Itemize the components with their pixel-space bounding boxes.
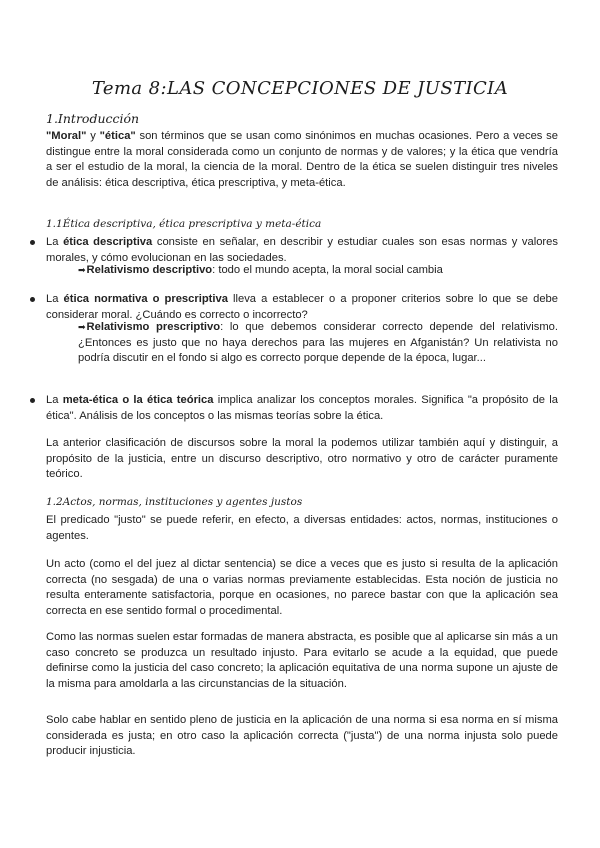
- arrow-icon: ➡: [78, 322, 86, 332]
- bullet-term: ética normativa o prescriptiva: [63, 293, 228, 305]
- bullet-dot: [30, 297, 35, 302]
- bullet-etica-descriptiva: [46, 235, 558, 266]
- bullet-text: consiste en señalar, en describir y estudiar cuales son esas normas y valores morales, y cómo evolucionan en las sociedades.: [46, 236, 558, 264]
- sub-relativismo-descriptivo: [78, 263, 558, 279]
- bullet-etica-normativa: [46, 292, 558, 323]
- intro-paragraph: [46, 129, 558, 191]
- conjunction: y: [86, 130, 100, 142]
- bullet-text: implica analizar los conceptos morales. Significa "a propósito de la ética". Análisis de los conceptos o las mismas teorías sobre la ética.: [46, 394, 558, 422]
- bullet-term: ética descriptiva: [63, 236, 153, 248]
- bullet-term: meta-ética o la ética teórica: [62, 394, 214, 406]
- bullet-prefix: La: [46, 236, 64, 248]
- arrow-icon: ➡: [78, 265, 86, 275]
- section-heading-intro: 1.Introducción: [46, 111, 140, 126]
- page-title: Tema 8:LAS CONCEPCIONES DE JUSTICIA: [91, 78, 509, 99]
- paragraph-acto: Un acto (como el del juez al dictar sentencia) se dice a veces que es justo si resulta de la aplicación correcta (no sesgada) de una o varias normas previamente establecidas. Esta noción de justicia no resulta enteramente satisfactoria, porque en ocasiones, no parece bastar con que la aplicación sea correcta en ese sentido formal o procedimental.: [46, 558, 558, 617]
- sub-term: Relativismo prescriptivo: [86, 321, 221, 333]
- bullet-dot: [30, 240, 35, 245]
- intro-text: son términos que se usan como sinónimos en muchas ocasiones. Pero a veces se distingue entre la moral considerada como un conjunto de normas y de valores; y la ética que vendría a ser el estudio de la moral, la ciencia de la moral. Dentro de la ética se suelen distinguir tres niveles de análisis: ética descriptiva, ética prescriptiva, y meta-ética.: [46, 130, 558, 189]
- bullet-text: lleva a establecer o a proponer criterios sobre lo que se debe considerar moral. ¿Cuándo es correcto o incorrecto?: [46, 293, 558, 321]
- section-heading-1-1: 1.1Ética descriptiva, ética prescriptiva y meta-ética: [46, 218, 322, 230]
- sub-term: Relativismo descriptivo: [86, 264, 213, 276]
- closing-paragraph: La anterior clasificación de discursos sobre la moral la podemos utilizar también aquí y distinguir, a propósito de la justicia, entre un discurso descriptivo, otro normativo y otro de carácter puramente teórico.: [46, 437, 558, 480]
- bullet-dot: [30, 398, 35, 403]
- section-heading-1-2: 1.2Actos, normas, instituciones y agentes justos: [46, 496, 303, 508]
- bullet-prefix: La: [46, 394, 63, 406]
- term-moral: "Moral": [46, 130, 87, 142]
- term-etica: "ética": [99, 130, 136, 142]
- bullet-prefix: La: [46, 293, 64, 305]
- sub-text: : todo el mundo acepta, la moral social cambia: [212, 264, 443, 276]
- paragraph-equidad: Como las normas suelen estar formadas de manera abstracta, es posible que al aplicarse sin más a un caso concreto se produzca un resultado injusto. Para evitarlo se acude a la equidad, que puede definirse como la justicia del caso concreto; la aplicación equitativa de una norma supone un ajuste de la misma para amoldarla a las circunstancias de la situación.: [46, 631, 558, 690]
- bullet-meta-etica: [46, 393, 558, 424]
- paragraph-justo: El predicado "justo" se puede referir, en efecto, a diversas entidades: actos, normas, instituciones o agentes.: [46, 514, 558, 542]
- paragraph-norma-justa: Solo cabe hablar en sentido pleno de justicia en la aplicación de una norma si esa norma en sí misma considerada es justa; en otro caso la aplicación correcta ("justa") de una norma injusta solo puede producir injusticia.: [46, 714, 558, 757]
- sub-text: : lo que debemos considerar correcto depende del relativismo. ¿Entonces es justo que no haya derechos para las mujeres en Afganistán? Un relativista no podría discutir en el fondo si algo es correcto porque depende de la época, lugar...: [78, 321, 558, 364]
- sub-relativismo-prescriptivo: [78, 320, 558, 367]
